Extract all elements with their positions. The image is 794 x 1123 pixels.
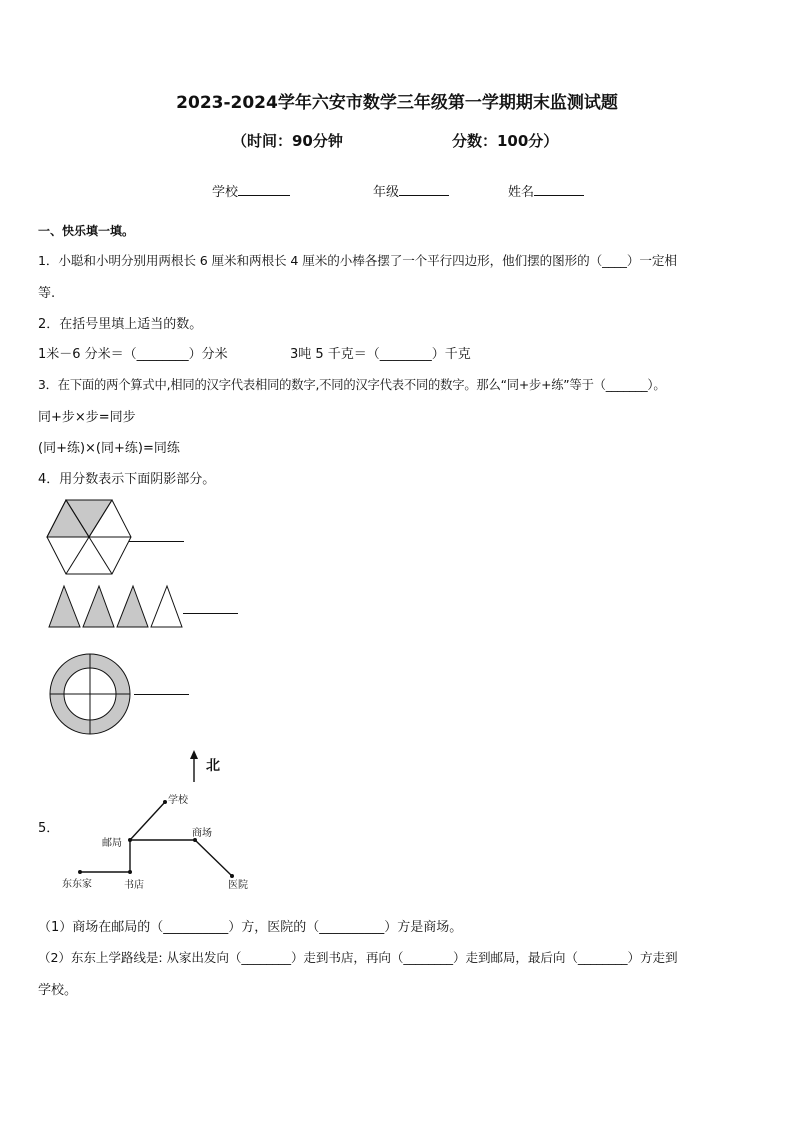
route-post-school	[130, 802, 165, 840]
hexagon-answer-blank[interactable]	[129, 541, 184, 542]
circle-answer-blank[interactable]	[134, 694, 189, 695]
route-map	[50, 748, 270, 893]
q5-sub2-line2: 学校。	[38, 983, 78, 998]
school-label: 学校	[212, 185, 239, 200]
circle-figure	[48, 652, 132, 736]
name-label: 姓名	[508, 185, 535, 200]
page-title: 2023-2024学年六安市数学三年级第一学期期末监测试题	[176, 93, 618, 113]
q5-sub2-line1: （2）东东上学路线是: 从家出发向（________）走到书店，再向（________）走到邮局，最后向（________）方走到	[38, 950, 678, 965]
map-label-hospital: 医院	[228, 880, 248, 891]
q3-eq2: (同+练)×(同+练)=同练	[38, 441, 180, 456]
q5-number: 5．	[38, 821, 60, 836]
school-field[interactable]	[212, 181, 290, 200]
node-bookstore	[128, 870, 132, 874]
exam-time: （时间：90分钟	[232, 132, 343, 150]
map-label-post-office: 邮局	[102, 838, 122, 849]
q2-part-a: 1米－6 分米＝（________）分米	[38, 347, 228, 362]
triangle-shaded	[117, 586, 148, 627]
triangle-plain	[151, 586, 182, 627]
q4-line1: 4．用分数表示下面阴影部分。	[38, 472, 216, 487]
map-label-bookstore: 书店	[124, 880, 144, 891]
q3-eq1: 同+步×步=同步	[38, 410, 136, 425]
node-home	[78, 870, 82, 874]
q3-line1: 3．在下面的两个算式中,相同的汉字代表相同的数字,不同的汉字代表不同的数字。那么“同+步+练”等于（_______）。	[38, 378, 666, 392]
q1-line1: 1．小聪和小明分别用两根长 6 厘米和两根长 4 厘米的小棒各摆了一个平行四边形，他们摆的图形的（____）一定相	[38, 253, 677, 268]
exam-score: 分数：100分）	[452, 132, 559, 150]
node-post	[128, 838, 132, 842]
map-label-home: 东东家	[62, 879, 92, 890]
map-label-school: 学校	[168, 795, 188, 806]
name-field[interactable]	[508, 181, 584, 200]
north-label: 北	[206, 758, 220, 774]
map-label-mall: 商场	[192, 828, 212, 839]
section-heading: 一、快乐填一填。	[38, 224, 135, 238]
triangle-shaded	[49, 586, 80, 627]
hexagon-figure	[44, 498, 134, 576]
grade-label: 年级	[373, 185, 400, 200]
north-arrow-head	[190, 750, 198, 759]
triangles-answer-blank[interactable]	[183, 613, 238, 614]
grade-blank[interactable]	[399, 183, 449, 196]
route-mall-hospital	[195, 840, 232, 876]
triangles-figure	[46, 584, 186, 630]
triangle-shaded	[83, 586, 114, 627]
school-blank[interactable]	[238, 183, 290, 196]
name-blank[interactable]	[534, 183, 584, 196]
q2-line1: 2．在括号里填上适当的数。	[38, 317, 203, 332]
node-school	[163, 800, 167, 804]
q2-part-b: 3吨 5 千克＝（________）千克	[290, 347, 471, 362]
grade-field[interactable]	[373, 181, 449, 200]
q5-sub1: （1）商场在邮局的（__________）方，医院的（__________）方是商场。	[38, 920, 463, 935]
q1-line2: 等.	[38, 286, 56, 301]
